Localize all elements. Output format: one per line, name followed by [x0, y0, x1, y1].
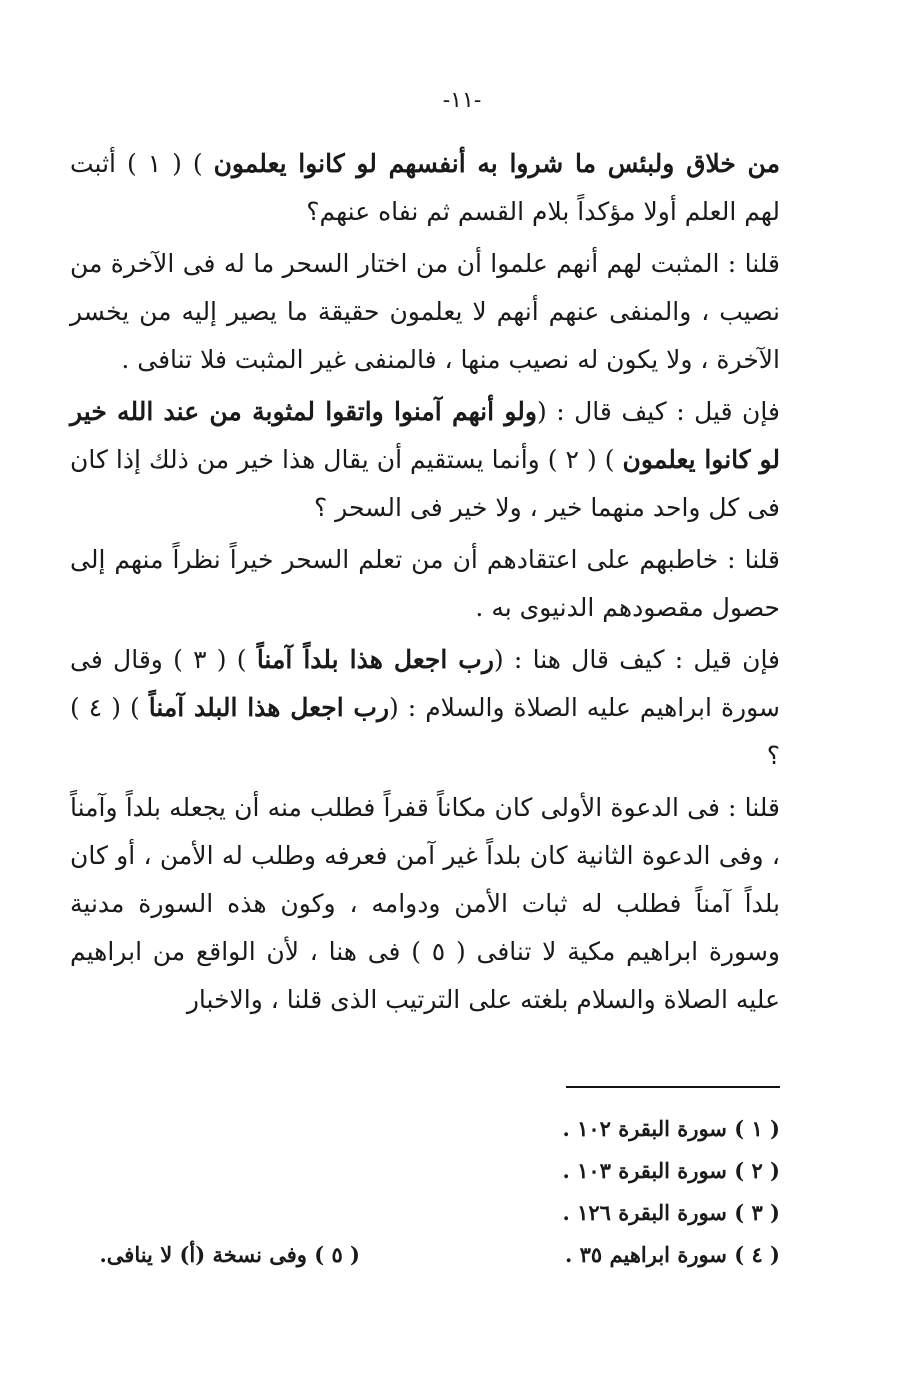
paragraph	[70, 388, 780, 532]
quran-quote: ولو أنهم آمنوا واتقوا لمثوبة من عند الله خير لو كانوا يعلمون	[70, 397, 780, 474]
paragraph-text: ) ( ٣ ) وقال فى سورة ابراهيم عليه الصلاة والسلام : (	[70, 645, 780, 722]
footnote-2: ( ٢ ) سورة البقرة ١٠٣ .	[562, 1158, 780, 1183]
paragraph	[70, 536, 780, 632]
footnote-1: ( ١ ) سورة البقرة ١٠٢ .	[562, 1116, 780, 1141]
paragraph-text: ) ( ١ ) أثبت لهم العلم أولا مؤكداً بلام القسم ثم نفاه عنهم؟	[70, 149, 780, 226]
paragraph-text: ) ( ٤ ) ؟	[70, 693, 780, 770]
paragraph-text: قلنا : المثبت لهم أنهم علموا أن من اختار السحر ما له فى الآخرة من نصيب ، والمنفى عنهم أنهم لا يعلمون حقيقة ما يصير إليه من يخسر الآخرة ، ولا يكون له نصيب منها ، فالمنفى غير المثبت فلا تنافى .	[70, 249, 780, 374]
paragraph-text: قلنا : خاطبهم على اعتقادهم أن من تعلم السحر خيراً نظراً منهم إلى حصول مقصودهم الدنيوى به .	[70, 545, 780, 622]
page-number: -١١-	[442, 88, 482, 113]
paragraph-text: فإن قيل : كيف قال : (	[536, 397, 780, 426]
paragraph	[70, 240, 780, 384]
footnote-3: ( ٣ ) سورة البقرة ١٢٦ .	[562, 1200, 780, 1225]
paragraph	[70, 636, 780, 780]
body-text	[70, 140, 780, 1028]
paragraph	[70, 784, 780, 1024]
paragraph-text: ) ( ٢ ) وأنما يستقيم أن يقال هذا خير من ذلك إذا كان فى كل واحد منهما خير ، ولا خير فى السحر ؟	[70, 445, 780, 522]
footnote-divider	[566, 1086, 780, 1088]
footnote-4: ( ٤ ) سورة ابراهيم ٣٥ .	[565, 1242, 780, 1267]
paragraph-text: فإن قيل : كيف قال هنا : (	[493, 645, 781, 674]
paragraph-text: قلنا : فى الدعوة الأولى كان مكاناً قفراً فطلب منه أن يجعله بلداً وآمناً ، وفى الدعوة الثانية كان بلداً غير آمن فعرفه وطلب له الأمن ، أو كان بلداً آمناً فطلب له ثبات الأمن ودوامه ، وكون هذه السورة مدنية وسورة ابراهيم مكية لا تنافى ( ٥ ) فى هنا ، لأن الواقع من ابراهيم عليه الصلاة والسلام بلغته على الترتيب الذى قلنا ، والاخبار	[70, 793, 780, 1014]
footnote-5: ( ٥ ) وفى نسخة (أ) لا ينافى.	[99, 1242, 360, 1267]
quran-quote: رب اجعل هذا البلد آمناً	[148, 693, 390, 722]
footnotes-list	[480, 1108, 780, 1276]
quran-quote: من خلاق ولبئس ما شروا به أنفسهم لو كانوا يعلمون	[213, 149, 780, 178]
paragraph	[70, 140, 780, 236]
quran-quote: رب اجعل هذا بلداً آمناً	[256, 645, 494, 674]
